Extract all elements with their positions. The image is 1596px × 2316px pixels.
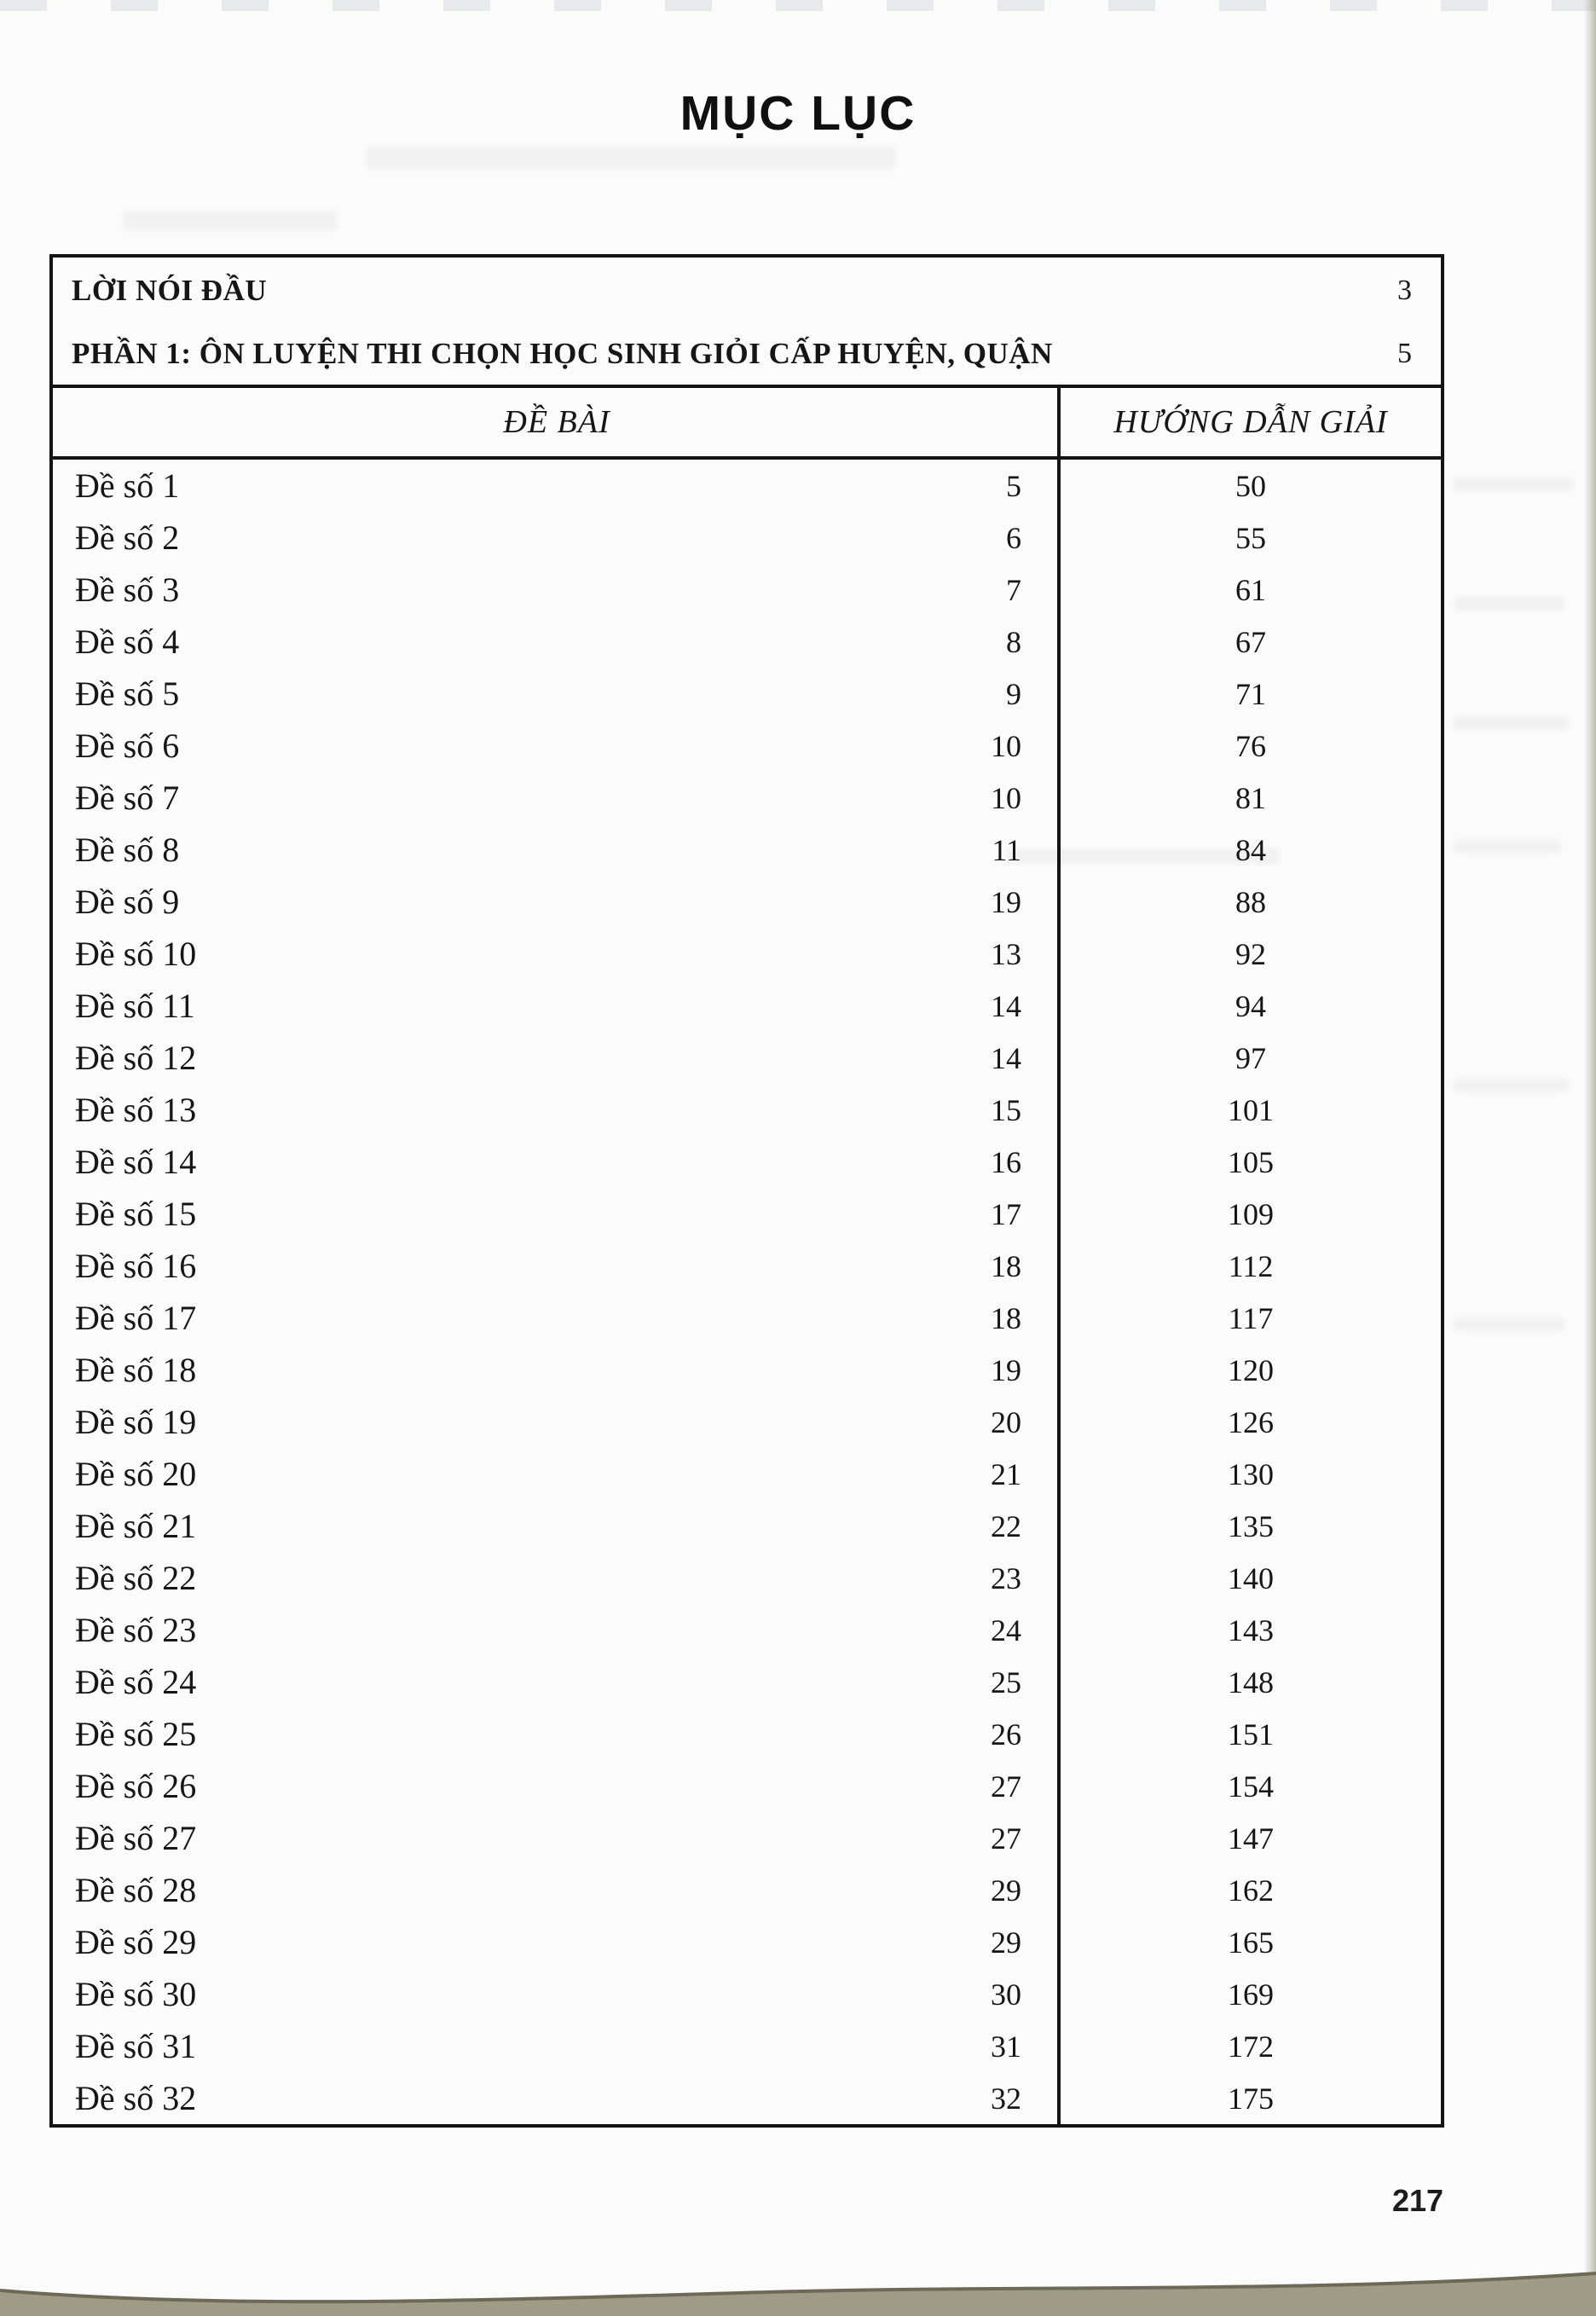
row-label: Đề số 18 <box>75 1351 197 1389</box>
table-row <box>53 1864 1441 1916</box>
table-row <box>53 1084 1441 1136</box>
row-huong-dan-page: 169 <box>1228 1977 1274 2012</box>
row-de-bai-page: 15 <box>991 1092 1021 1127</box>
table-row <box>53 1812 1441 1864</box>
row-de-bai-page: 9 <box>1006 676 1021 711</box>
row-label: Đề số 26 <box>75 1767 197 1805</box>
table-row <box>53 1968 1441 2020</box>
table-row <box>53 1708 1441 1760</box>
toc-entry-phan-1 <box>53 323 1441 385</box>
table-row <box>53 980 1441 1032</box>
row-label: Đề số 17 <box>75 1299 197 1337</box>
row-de-bai-page: 31 <box>991 2029 1021 2064</box>
row-huong-dan-page: 105 <box>1228 1144 1274 1179</box>
row-label: Đề số 30 <box>75 1975 197 2013</box>
row-de-bai-page: 19 <box>991 884 1021 919</box>
row-label: Đề số 11 <box>75 987 195 1025</box>
entry-label: LỜI NÓI ĐẦU <box>72 273 268 307</box>
row-huong-dan-page: 55 <box>1235 520 1266 555</box>
row-de-bai-page: 19 <box>991 1352 1021 1387</box>
entry-page: 5 <box>1397 338 1412 369</box>
row-label: Đề số 25 <box>75 1715 197 1753</box>
row-de-bai-page: 13 <box>991 936 1021 971</box>
row-huong-dan-page: 165 <box>1228 1925 1274 1960</box>
table-row <box>53 1448 1441 1500</box>
toc-body <box>53 460 1441 2124</box>
row-de-bai-page: 24 <box>991 1613 1021 1647</box>
row-label: Đề số 9 <box>75 883 180 921</box>
scan-edge-bottom <box>0 2256 1596 2316</box>
row-label: Đề số 32 <box>75 2079 197 2117</box>
row-huong-dan-page: 140 <box>1228 1560 1274 1595</box>
row-label: Đề số 5 <box>75 675 180 713</box>
table-row <box>53 1552 1441 1604</box>
table-row <box>53 512 1441 564</box>
row-de-bai-page: 32 <box>991 2081 1021 2116</box>
scan-artifact <box>1454 1317 1564 1331</box>
row-label: Đề số 21 <box>75 1507 197 1545</box>
row-de-bai-page: 22 <box>991 1508 1021 1543</box>
row-de-bai-page: 8 <box>1006 624 1021 659</box>
row-label: Đề số 2 <box>75 518 180 557</box>
table-row <box>53 460 1441 512</box>
row-label: Đề số 8 <box>75 831 180 869</box>
row-huong-dan-page: 76 <box>1235 728 1266 763</box>
row-huong-dan-page: 172 <box>1228 2029 1274 2064</box>
table-row <box>53 824 1441 876</box>
row-de-bai-page: 27 <box>991 1769 1021 1804</box>
row-de-bai-page: 20 <box>991 1404 1021 1439</box>
scan-artifact <box>1454 478 1573 491</box>
table-row <box>53 2020 1441 2072</box>
row-huong-dan-page: 151 <box>1228 1717 1274 1751</box>
column-header-de-bai: ĐỀ BÀI <box>503 404 610 440</box>
table-row <box>53 564 1441 616</box>
row-de-bai-page: 29 <box>991 1873 1021 1908</box>
toc-box <box>49 254 1444 2128</box>
scan-edge-top <box>0 0 1596 11</box>
table-row <box>53 1136 1441 1188</box>
row-label: Đề số 19 <box>75 1403 197 1441</box>
table-row <box>53 1188 1441 1240</box>
page-title: MỤC LỤC <box>679 86 917 141</box>
row-de-bai-page: 29 <box>991 1925 1021 1960</box>
page-number: 217 <box>1391 2183 1444 2218</box>
row-huong-dan-page: 148 <box>1228 1665 1274 1699</box>
row-label: Đề số 22 <box>75 1559 197 1597</box>
row-huong-dan-page: 84 <box>1235 832 1266 867</box>
row-huong-dan-page: 97 <box>1235 1040 1266 1075</box>
row-huong-dan-page: 130 <box>1228 1456 1274 1491</box>
row-label: Đề số 24 <box>75 1663 197 1701</box>
row-label: Đề số 14 <box>75 1143 197 1181</box>
row-huong-dan-page: 143 <box>1228 1613 1274 1647</box>
row-label: Đề số 1 <box>75 466 180 505</box>
column-header-huong-dan-giai: HƯỚNG DẪN GIẢI <box>1113 404 1388 440</box>
table-row <box>53 1292 1441 1344</box>
row-de-bai-page: 18 <box>991 1300 1021 1335</box>
row-de-bai-page: 30 <box>991 1977 1021 2012</box>
row-label: Đề số 23 <box>75 1611 197 1649</box>
toc-entry-loi-noi-dau <box>53 258 1441 323</box>
table-row <box>53 876 1441 928</box>
row-de-bai-page: 10 <box>991 780 1021 815</box>
table-row <box>53 1916 1441 1968</box>
row-huong-dan-page: 67 <box>1235 624 1266 659</box>
row-de-bai-page: 14 <box>991 988 1021 1023</box>
scan-artifact <box>124 211 337 230</box>
row-huong-dan-page: 71 <box>1235 676 1266 711</box>
scan-artifact <box>1454 716 1569 730</box>
row-de-bai-page: 10 <box>991 728 1021 763</box>
row-de-bai-page: 16 <box>991 1144 1021 1179</box>
row-huong-dan-page: 88 <box>1235 884 1266 919</box>
scan-artifact <box>367 147 895 169</box>
table-row <box>53 1032 1441 1084</box>
row-huong-dan-page: 101 <box>1228 1092 1274 1127</box>
row-huong-dan-page: 92 <box>1235 936 1266 971</box>
row-de-bai-page: 6 <box>1006 520 1021 555</box>
row-label: Đề số 20 <box>75 1455 197 1493</box>
row-label: Đề số 10 <box>75 935 197 973</box>
row-de-bai-page: 26 <box>991 1717 1021 1751</box>
row-label: Đề số 31 <box>75 2027 197 2065</box>
row-huong-dan-page: 162 <box>1228 1873 1274 1908</box>
row-de-bai-page: 11 <box>992 832 1021 867</box>
entry-label: PHẦN 1: ÔN LUYỆN THI CHỌN HỌC SINH GIỎI CẤP HUYỆN, QUẬN <box>72 337 1053 370</box>
row-huong-dan-page: 50 <box>1235 468 1266 503</box>
table-row <box>53 928 1441 980</box>
row-label: Đề số 3 <box>75 570 180 609</box>
column-divider-line <box>1057 385 1061 2124</box>
row-label: Đề số 29 <box>75 1923 197 1961</box>
table-row <box>53 1656 1441 1708</box>
table-row <box>53 616 1441 668</box>
table-row <box>53 1500 1441 1552</box>
row-huong-dan-page: 112 <box>1228 1248 1274 1283</box>
table-row <box>53 1240 1441 1292</box>
row-de-bai-page: 21 <box>991 1456 1021 1491</box>
table-row <box>53 668 1441 720</box>
row-de-bai-page: 5 <box>1006 468 1021 503</box>
row-label: Đề số 15 <box>75 1195 197 1233</box>
row-label: Đề số 27 <box>75 1819 197 1857</box>
scan-artifact <box>1454 1079 1569 1092</box>
table-row <box>53 2072 1441 2124</box>
row-label: Đề số 4 <box>75 622 180 661</box>
row-huong-dan-page: 147 <box>1228 1821 1274 1856</box>
row-huong-dan-page: 135 <box>1228 1508 1274 1543</box>
row-huong-dan-page: 109 <box>1228 1196 1274 1231</box>
table-row <box>53 720 1441 772</box>
table-row <box>53 1760 1441 1812</box>
row-huong-dan-page: 61 <box>1235 572 1266 607</box>
row-label: Đề số 6 <box>75 727 180 765</box>
row-huong-dan-page: 94 <box>1235 988 1266 1023</box>
row-label: Đề số 13 <box>75 1091 197 1129</box>
table-row <box>53 772 1441 824</box>
scan-edge-right <box>1584 0 1596 2316</box>
table-row <box>53 1396 1441 1448</box>
table-row <box>53 1344 1441 1396</box>
row-de-bai-page: 7 <box>1006 572 1021 607</box>
row-huong-dan-page: 120 <box>1228 1352 1274 1387</box>
row-label: Đề số 7 <box>75 779 180 817</box>
entry-page: 3 <box>1397 274 1412 306</box>
row-de-bai-page: 23 <box>991 1560 1021 1595</box>
row-huong-dan-page: 126 <box>1228 1404 1274 1439</box>
row-label: Đề số 16 <box>75 1247 197 1285</box>
row-huong-dan-page: 154 <box>1228 1769 1274 1804</box>
table-header-row <box>53 388 1441 456</box>
scan-artifact <box>1454 597 1564 611</box>
row-huong-dan-page: 117 <box>1228 1300 1274 1335</box>
row-huong-dan-page: 175 <box>1228 2081 1274 2116</box>
table-row <box>53 1604 1441 1656</box>
row-de-bai-page: 27 <box>991 1821 1021 1856</box>
row-de-bai-page: 17 <box>991 1196 1021 1231</box>
scan-artifact <box>1454 840 1560 854</box>
row-huong-dan-page: 81 <box>1235 780 1266 815</box>
row-label: Đề số 28 <box>75 1871 197 1909</box>
row-label: Đề số 12 <box>75 1039 197 1077</box>
row-de-bai-page: 14 <box>991 1040 1021 1075</box>
row-de-bai-page: 18 <box>991 1248 1021 1283</box>
row-de-bai-page: 25 <box>991 1665 1021 1699</box>
